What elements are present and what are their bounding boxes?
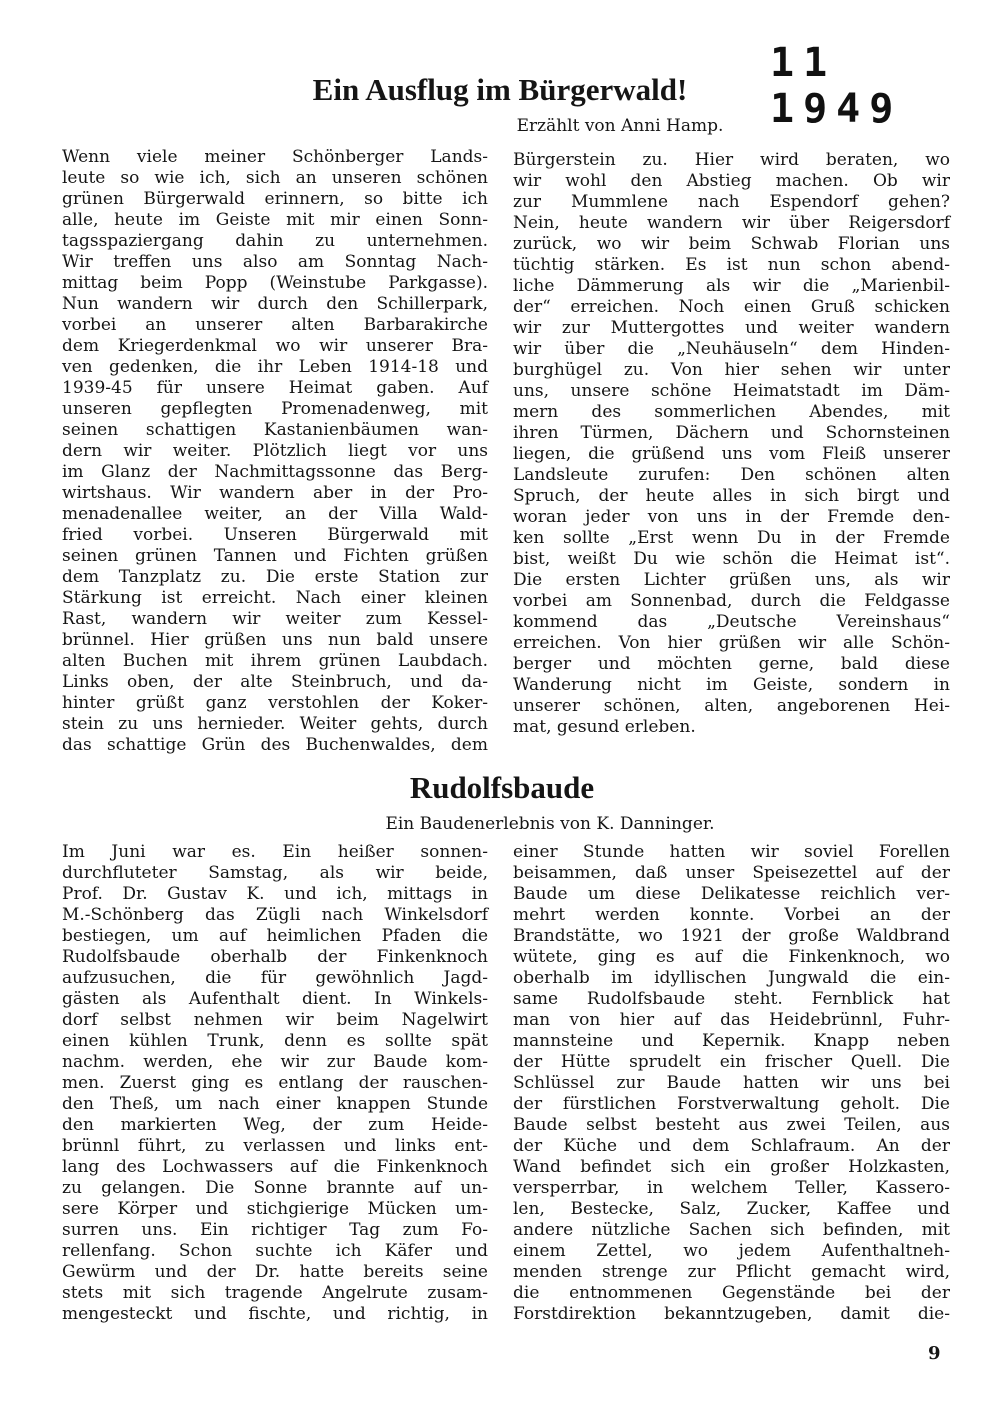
text-line: die entnommenen Gegenstände bei der [513,1283,950,1303]
text-line: stein zu uns hernieder. Weiter gehts, durch [62,714,488,734]
text-line: wir wohl den Abstieg machen. Ob wir [513,171,950,191]
text-line: mat, gesund erleben. [513,717,696,737]
text-line: der“ erreichen. Noch einen Gruß schicken [513,297,950,317]
text-line: oberhalb im idyllischen Jungwald die ein- [513,968,950,988]
text-line: vorbei am Sonnenbad, durch die Feldgasse [513,591,950,611]
text-line: len, Bestecke, Salz, Zucker, Kaffee und [513,1199,950,1219]
text-line: Landsleute zurufen: Den schönen alten [513,465,950,485]
text-line: liche Dämmerung als wir die „Marienbil- [513,276,950,296]
text-line: menden strenge zur Pflicht gemacht wird, [513,1262,950,1282]
text-line: einer Stunde hatten wir soviel Forellen [513,842,950,862]
text-line: fried vorbei. Unseren Bürgerwald mit [62,525,488,545]
text-line: rellenfang. Schon suchte ich Käfer und [62,1241,488,1261]
text-line: wir zur Muttergottes und weiter wandern [513,318,950,338]
article1-title: Ein Ausflug im Bürgerwald! [312,72,688,107]
article1-column-1 [62,147,488,756]
text-line: im Glanz der Nachmittagssonne das Berg- [62,462,488,482]
text-line: 1939-45 für unsere Heimat gaben. Auf [62,378,488,398]
article2-title: Rudolfsbaude [409,770,595,805]
text-line: brünnel. Hier grüßen uns nun bald unsere [62,630,488,650]
date-stamp: 11 1949 [770,40,903,132]
text-line: den markierten Weg, der zum Heide- [62,1115,488,1135]
text-line: tüchtig stärken. Es ist nun schon abend- [513,255,950,275]
text-line: ven gedenken, die ihr Leben 1914-18 und [62,357,488,377]
text-line: same Rudolfsbaude steht. Fernblick hat [513,989,950,1009]
text-line: dern wir weiter. Plötzlich liegt vor uns [62,441,488,461]
text-line: berger und möchten gerne, bald diese [513,654,950,674]
text-line: surren uns. Ein richtiger Tag zum Fo- [62,1220,488,1240]
text-line: liegen, die grüßend uns vom Fleiß unserer [513,444,950,464]
text-line: der Hütte sprudelt ein frischer Quell. Die [513,1052,950,1072]
text-line: sere Körper und stichgierige Mücken um- [62,1199,488,1219]
text-line: Stärkung ist erreicht. Nach einer kleinen [62,588,488,608]
text-line: der fürstlichen Forstverwaltung geholt. Die [513,1094,950,1114]
text-line: M.-Schönberg das Zügli nach Winkelsdorf [62,905,488,925]
text-line: unserer schönen, alten, angeborenen Hei- [513,696,950,716]
text-line: mengesteckt und fischte, und richtig, in [62,1304,488,1324]
text-line: leute so wie ich, sich an unseren schönen [62,168,488,188]
text-line: mannsteine und Kepernik. Knapp neben [513,1031,950,1051]
text-line: den Theß, um nach einer knappen Stunde [62,1094,488,1114]
text-line: Bürgerstein zu. Hier wird beraten, wo [513,150,950,170]
text-line: Schlüssel zur Baude hatten wir uns bei [513,1073,950,1093]
article1-column-2 [513,150,950,738]
text-line: Brandstätte, wo 1921 der große Waldbrand [513,926,950,946]
text-line: der Küche und dem Schlafraum. An der [513,1136,950,1156]
text-line: bist, weißt Du wie schön die Heimat ist“. [513,549,950,569]
text-line: beisammen, daß unser Speisezettel auf der [513,863,950,883]
text-line: menadenallee weiter, an der Villa Wald- [62,504,488,524]
text-line: andere nützliche Sachen sich befinden, mit [513,1220,950,1240]
text-line: einen kühlen Trunk, denn es sollte spät [62,1031,488,1051]
text-line: men. Zuerst ging es entlang der rauschen- [62,1073,488,1093]
text-line: dem Tanzplatz zu. Die erste Station zur [62,567,488,587]
text-line: Wanderung nicht im Geiste, sondern in [513,675,950,695]
text-line: woran jeder von uns in der Fremde den- [513,507,950,527]
text-line: Gewürm und der Dr. hatte bereits seine [62,1262,488,1282]
text-line: erreichen. Von hier grüßen wir alle Schön- [513,633,950,653]
text-line: Rast, wandern wir weiter zum Kessel- [62,609,488,629]
text-line: mehrt werden konnte. Vorbei an der [513,905,950,925]
text-line: stets mit sich tragende Angelrute zusam- [62,1283,488,1303]
text-line: durchfluteter Samstag, als wir beide, [62,863,488,883]
text-line: seinen grünen Tannen und Fichten grüßen [62,546,488,566]
text-line: Prof. Dr. Gustav K. und ich, mittags in [62,884,488,904]
text-line: burghügel zu. Von hier sehen wir unter [513,360,950,380]
text-line: man von hier auf das Heidebrünnl, Fuhr- [513,1010,950,1030]
text-line: Nein, heute wandern wir über Reigersdorf [513,213,950,233]
text-line: wütete, ging es auf die Finkenknoch, wo [513,947,950,967]
text-line: aufzusuchen, die für gewöhnlich Jagd- [62,968,488,988]
text-line: dem Kriegerdenkmal wo wir unserer Bra- [62,336,488,356]
text-line: dorf selbst nehmen wir beim Nagelwirt [62,1010,488,1030]
article2-column-2 [513,842,950,1325]
text-line: alle, heute im Geiste mit mir einen Sonn- [62,210,488,230]
text-line: Die ersten Lichter grüßen uns, als wir [513,570,950,590]
text-line: Forstdirektion bekanntzugeben, damit die- [513,1304,950,1324]
text-line: ken sollte „Erst wenn Du in der Fremde [513,528,950,548]
text-line: hinter grüßt ganz verstohlen der Koker- [62,693,488,713]
text-line: grünen Bürgerwald erinnern, so bitte ich [62,189,488,209]
page-number: 9 [928,1343,941,1364]
text-line: Baude selbst besteht aus zwei Teilen, aus [513,1115,950,1135]
text-line: versperrbar, in welchem Teller, Kassero- [513,1178,950,1198]
text-line: zur Mummlene nach Espendorf gehen? [513,192,950,212]
text-line: vorbei an unserer alten Barbarakirche [62,315,488,335]
text-line: Im Juni war es. Ein heißer sonnen- [62,842,488,862]
text-line: das schattige Grün des Buchenwaldes, dem [62,735,488,755]
text-line: Spruch, der heute alles in sich birgt und [513,486,950,506]
text-line: Baude um diese Delikatesse reichlich ver- [513,884,950,904]
article1-byline: Erzählt von Anni Hamp. [516,116,724,136]
text-line: uns, unsere schöne Heimatstadt im Däm- [513,381,950,401]
text-line: einem Zettel, wo jedem Aufenthaltneh- [513,1241,950,1261]
text-line: Wir treffen uns also am Sonntag Nach- [62,252,488,272]
text-line: alten Buchen mit ihrem grünen Laubdach. [62,651,488,671]
text-line: Links oben, der alte Steinbruch, und da- [62,672,488,692]
text-line: kommend das „Deutsche Vereinshaus“ [513,612,950,632]
article2-column-1 [62,842,488,1325]
text-line: gästen als Aufenthalt dient. In Winkels- [62,989,488,1009]
text-line: Wand befindet sich ein großer Holzkasten, [513,1157,950,1177]
text-line: Nun wandern wir durch den Schillerpark, [62,294,488,314]
text-line: brünnl führt, zu verlassen und links ent- [62,1136,488,1156]
text-line: Wenn viele meiner Schönberger Lands- [62,147,488,167]
text-line: bestiegen, um auf heimlichen Pfaden die [62,926,488,946]
article2-byline: Ein Baudenerlebnis von K. Danninger. [385,814,715,834]
text-line: seinen schattigen Kastanienbäumen wan- [62,420,488,440]
text-line: Rudolfsbaude oberhalb der Finkenknoch [62,947,488,967]
text-line: mern des sommerlichen Abendes, mit [513,402,950,422]
text-line: unseren gepflegten Promenadenweg, mit [62,399,488,419]
text-line: mittag beim Popp (Weinstube Parkgasse). [62,273,488,293]
text-line: wirtshaus. Wir wandern aber in der Pro- [62,483,488,503]
text-line: ihren Türmen, Dächern und Schornsteinen [513,423,950,443]
text-line: zu gelangen. Die Sonne brannte auf un- [62,1178,488,1198]
text-line: tagsspaziergang dahin zu unternehmen. [62,231,488,251]
text-line: nachm. werden, ehe wir zur Baude kom- [62,1052,488,1072]
text-line: zurück, wo wir beim Schwab Florian uns [513,234,950,254]
text-line: lang des Lochwassers auf die Finkenknoch [62,1157,488,1177]
text-line: wir über die „Neuhäuseln“ dem Hinden- [513,339,950,359]
